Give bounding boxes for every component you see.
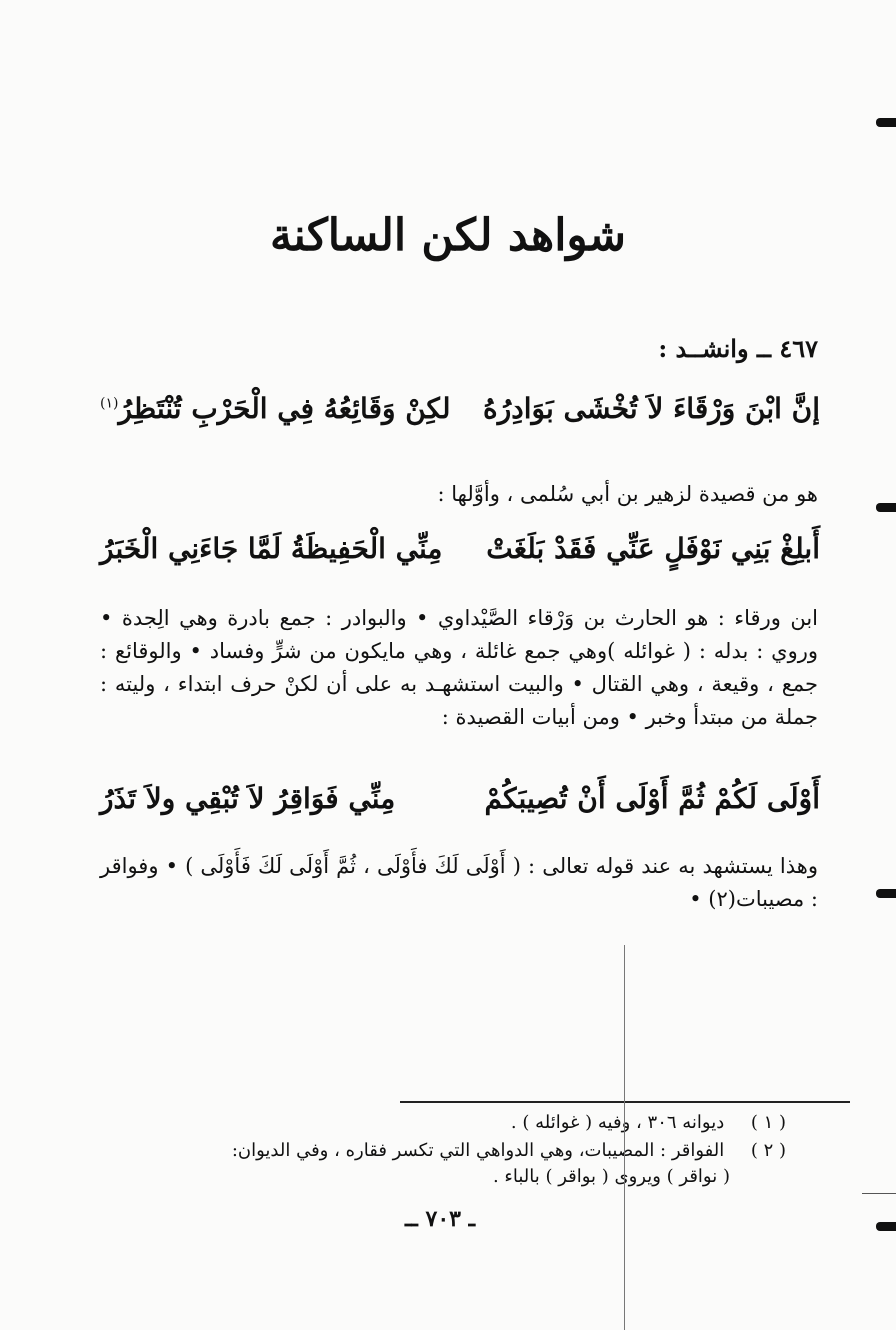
verse-1 [100, 392, 820, 444]
verse-1-second-hemistich-text: لكِنْ وَقَائِعُهُ فِي الْحَرْبِ تُنْتَظِرُ [118, 392, 451, 425]
scan-crease-line [624, 945, 625, 1330]
conclusion-text: وهذا يستشهد به عند قوله تعالى : ( أَوْلَى لَكَ فأَوْلَى ، ثُمَّ أَوْلَى لَكَ فَأَوْلَى ) • وفواقر : مصيبات(٢) • [100, 854, 818, 911]
entry-heading: ٤٦٧ ــ وانشــد : [658, 334, 818, 363]
verse-2-first-hemistich: أَبلِغْ بَنِي نَوْفَلٍ عَنِّي فَقَدْ بَلَغَتْ [486, 532, 820, 565]
footnote-2-continuation-text: ( نواقر ) ويروى ( بواقر ) بالباء . [492, 1166, 730, 1187]
scan-edge-mark [876, 503, 896, 512]
footnote-1 [100, 1112, 786, 1133]
intro-paragraph [100, 478, 818, 511]
section-title: شواهد لكن الساكنة [269, 210, 627, 261]
verse-1-first-hemistich: إنَّ ابْنَ وَرْقَاءَ لاَ تُخْشَى بَوَادِرُهُ [483, 392, 820, 425]
verse-1-second-hemistich [100, 392, 451, 425]
verse-3 [100, 782, 820, 834]
footnote-2-continuation [100, 1166, 730, 1187]
verse-2-second-hemistich: مِنِّي الْحَفِيظَةُ لَمَّا جَاءَنِي الْخَبَرُ [100, 532, 443, 565]
scan-edge-tick [862, 1193, 896, 1194]
footnote-1-text: ديوانه ٣٠٦ ، وفيه ( غوائله ) . [510, 1112, 725, 1133]
verse-2 [100, 532, 820, 584]
footnote-mark-1: (١) [100, 395, 119, 412]
footnote-2 [100, 1140, 786, 1161]
explanation-paragraph [100, 602, 818, 734]
explanation-text: ابن ورقاء : هو الحارث بن وَرْقاء الصَّيْداوي • والبوادر : جمع بادرة وهي الِجدة • وروي : بدله : ( غوائله )وهي جمع غائلة ، وهي مايكون من شرٍّ وفساد • والوقائع : جمع ، وقيعة ، وهي القتال • والبيت استشهـد به على أن لكنْ حرف ابتداء ، وليته : جملة من مبتدأ وخبر • ومن أبيات القصيدة : [100, 606, 818, 729]
scan-edge-mark [876, 889, 896, 898]
conclusion-paragraph [100, 850, 818, 916]
page-number: ـ ٧٠٣ ــ [404, 1206, 476, 1232]
footnote-2-number: ( ٢ ) [750, 1140, 786, 1161]
footnote-2-text: الفواقر : المصيبات، وهي الدواهي التي تكسر فقاره ، وفي الديوان: [231, 1140, 725, 1161]
footnote-divider [400, 1101, 850, 1103]
intro-text: هو من قصيدة لزهير بن أبي سُلمى ، وأوَّلها : [437, 482, 818, 506]
verse-3-second-hemistich: مِنِّي فَوَاقِرُ لاَ تُبْقِي ولاَ تَذَرُ [100, 782, 396, 815]
scan-edge-mark [876, 1222, 896, 1231]
footnote-1-number: ( ١ ) [750, 1112, 786, 1133]
scan-edge-mark [876, 118, 896, 127]
verse-3-first-hemistich: أَوْلَى لَكُمْ ثُمَّ أَوْلَى أَنْ تُصِيبَكُمْ [484, 782, 820, 815]
